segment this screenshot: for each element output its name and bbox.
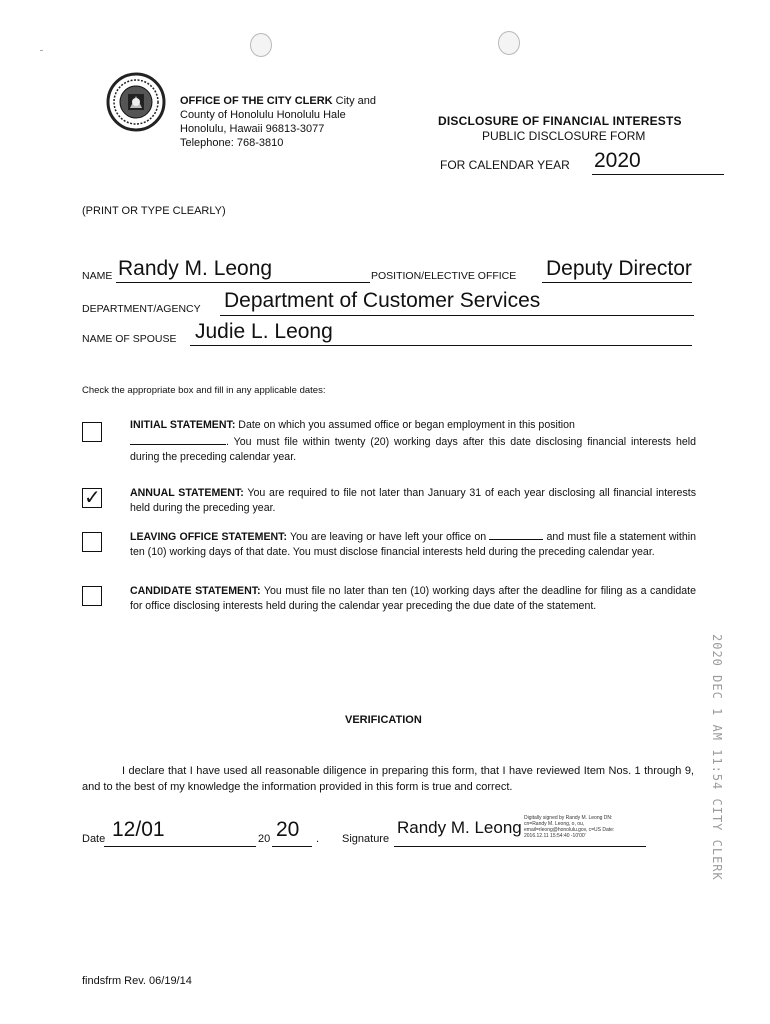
- spouse-line: [190, 345, 692, 346]
- date-value[interactable]: 12/01: [112, 818, 165, 841]
- candidate-statement: [130, 584, 696, 614]
- annual-statement: [130, 486, 696, 516]
- digital-signature-details: Digitally signed by Randy M. Leong DN: cn=Randy M. Leong, o, ou, email=rleong@honolulu.gov, c=US Date: 2016.12.11 15:54:40 -10'00': [524, 815, 615, 839]
- leaving-statement-title: LEAVING OFFICE STATEMENT:: [130, 531, 287, 543]
- check-mark-icon: ✓: [84, 485, 101, 509]
- year-value[interactable]: 20: [276, 818, 300, 841]
- leaving-statement-text1: You are leaving or have left your office on: [289, 531, 487, 543]
- office-address: [180, 94, 376, 150]
- name-label: NAME: [82, 270, 113, 282]
- declaration-text: [82, 763, 694, 795]
- print-note: (PRINT OR TYPE CLEARLY): [82, 205, 226, 217]
- leaving-date-blank[interactable]: [489, 529, 543, 540]
- office-phone: Telephone: 768-3810: [180, 137, 284, 149]
- year-prefix: 20: [258, 833, 271, 845]
- calendar-year-value[interactable]: 2020: [594, 149, 641, 172]
- received-stamp: 2020 DEC 1 AM 11:54 CITY CLERK: [710, 634, 724, 881]
- signature-label: Signature: [342, 833, 390, 845]
- scan-mark: [40, 50, 43, 51]
- name-line: [116, 282, 370, 283]
- department-value[interactable]: Department of Customer Services: [224, 289, 541, 312]
- annual-statement-title: ANNUAL STATEMENT:: [130, 487, 244, 499]
- spouse-label: NAME OF SPOUSE: [82, 333, 177, 345]
- year-line: [272, 846, 312, 847]
- initial-statement-text1: Date on which you assumed office or began employment in this position: [238, 419, 575, 431]
- verification-title: VERIFICATION: [345, 714, 422, 726]
- initial-statement-title: INITIAL STATEMENT:: [130, 419, 236, 431]
- candidate-statement-text: You must file no later than ten (10) working days after the deadline for filing as a candidate for office disclosing interests held during the calendar year preceding the due date of the statement.: [130, 585, 696, 612]
- office-name: OFFICE OF THE CITY CLERK: [180, 95, 333, 107]
- position-value[interactable]: Deputy Director: [546, 257, 692, 280]
- form-revision: findsfrm Rev. 06/19/14: [82, 975, 192, 987]
- calendar-year-line: [592, 174, 724, 175]
- annual-statement-checkbox[interactable]: [82, 485, 102, 509]
- department-line: [220, 315, 694, 316]
- office-line3: Honolulu, Hawaii 96813-3077: [180, 123, 325, 135]
- punch-hole-left: [250, 33, 272, 57]
- name-value[interactable]: Randy M. Leong: [118, 257, 273, 280]
- city-seal-icon: [106, 72, 166, 132]
- annual-statement-text: You are required to file not later than January 31 of each year disclosing all financial interests held during the preceding year.: [130, 487, 696, 514]
- form-title: DISCLOSURE OF FINANCIAL INTERESTS: [438, 114, 682, 128]
- initial-statement-text2: . You must file within twenty (20) working days after this date disclosing financial interests held during the preceding calendar year.: [130, 436, 696, 463]
- candidate-statement-title: CANDIDATE STATEMENT:: [130, 585, 261, 597]
- signature-line: [394, 846, 646, 847]
- leaving-statement: [130, 529, 696, 560]
- date-line: [104, 846, 256, 847]
- signature-value[interactable]: Randy M. Leong: [397, 818, 522, 837]
- initial-date-blank[interactable]: [130, 433, 226, 445]
- department-label: DEPARTMENT/AGENCY: [82, 303, 201, 315]
- form-subtitle: PUBLIC DISCLOSURE FORM: [482, 129, 646, 143]
- office-line2: County of Honolulu Honolulu Hale: [180, 109, 346, 121]
- initial-statement-checkbox[interactable]: [82, 422, 102, 442]
- punch-hole-right: [498, 31, 520, 55]
- declaration-body: I declare that I have used all reasonable diligence in preparing this form, that I have reviewed Item Nos. 1 through 9, and to the best of my knowledge the information provided in this form is true and correct.: [82, 765, 694, 793]
- calendar-year-label: FOR CALENDAR YEAR: [440, 158, 570, 172]
- date-label: Date: [82, 833, 106, 845]
- leaving-statement-text2: and must file a statement within ten (10) working days of that date. You must disclose financial interests held during the preceding calendar year.: [130, 531, 696, 558]
- check-intro: Check the appropriate box and fill in any applicable dates:: [82, 385, 326, 396]
- leaving-statement-checkbox[interactable]: [82, 532, 102, 552]
- year-period: .: [316, 833, 320, 845]
- spouse-value[interactable]: Judie L. Leong: [195, 320, 333, 343]
- candidate-statement-checkbox[interactable]: [82, 586, 102, 606]
- initial-statement: [130, 418, 696, 465]
- office-line1: City and: [335, 95, 376, 107]
- position-label: POSITION/ELECTIVE OFFICE: [371, 270, 517, 282]
- position-line: [542, 282, 692, 283]
